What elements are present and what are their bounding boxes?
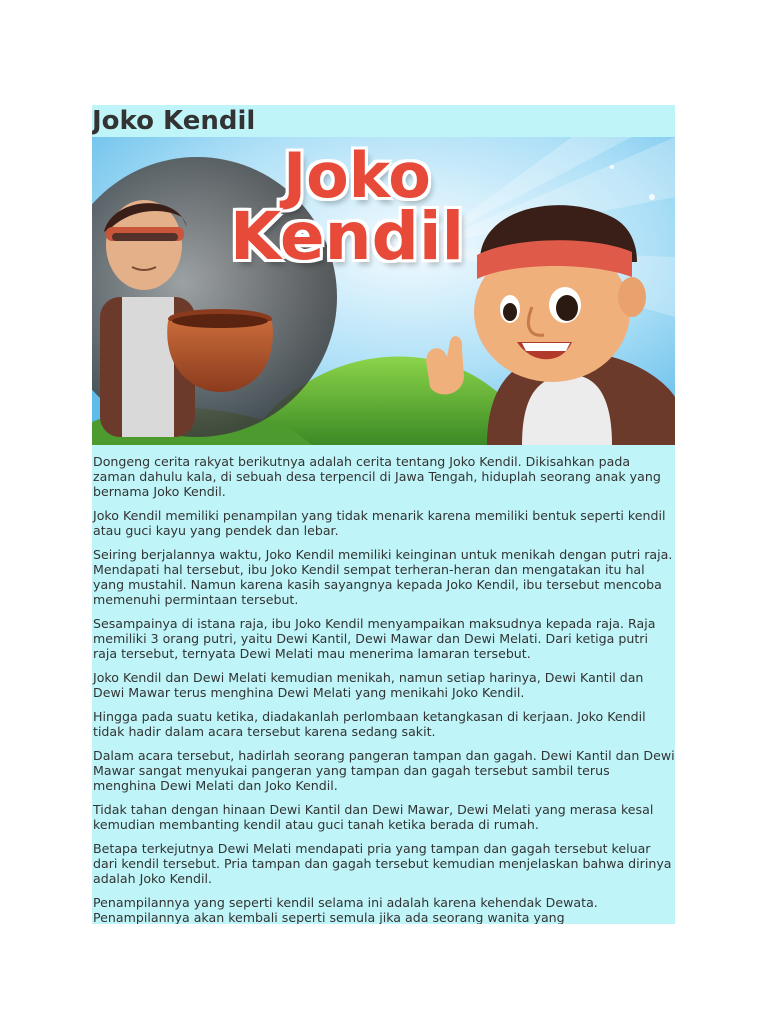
hero-title-word2: Kendil <box>229 197 465 275</box>
paragraph: Seiring berjalannya waktu, Joko Kendil memiliki keinginan untuk menikah dengan putri raja. Mendapati hal tersebut, ibu Joko Kendil sempat terheran-heran dan mengatakan itu hal yang mustahil. Namun karena kasih sayangnya kepada Joko Kendil, ibu tersebut mencoba memenuhi permintaan tersebut. <box>93 547 673 607</box>
story-body <box>92 445 675 924</box>
document-page <box>92 105 675 924</box>
paragraph: Hingga pada suatu ketika, diadakanlah perlombaan ketangkasan di kerjaan. Joko Kendil tidak hadir dalam acara tersebut karena sedang sakit. <box>93 709 646 739</box>
paragraph: Betapa terkejutnya Dewi Melati mendapati pria yang tampan dan gagah tersebut keluar dari kendil tersebut. Pria tampan dan gagah tersebut kemudian menjelaskan bahwa dirinya adalah Joko Kendil. <box>93 841 672 886</box>
hero-illustration <box>92 137 675 445</box>
paragraph: Dongeng cerita rakyat berikutnya adalah cerita tentang Joko Kendil. Dikisahkan pada zaman dahulu kala, di sebuah desa terpencil di Jawa Tengah, hiduplah seorang anak yang bernama Joko Kendil. <box>93 454 661 499</box>
paragraph: Sesampainya di istana raja, ibu Joko Kendil menyampaikan maksudnya kepada raja. Raja memiliki 3 orang putri, yaitu Dewi Kantil, Dewi Mawar dan Dewi Melati. Dari ketiga putri raja tersebut, ternyata Dewi Melati mau menerima lamaran tersebut. <box>93 616 656 661</box>
paragraph: Penampilannya yang seperti kendil selama ini adalah karena kehendak Dewata. Penampilannya akan kembali seperti semula jika ada seorang wanita yang <box>93 895 598 924</box>
paragraph: Joko Kendil dan Dewi Melati kemudian menikah, namun setiap harinya, Dewi Kantil dan Dewi Mawar terus menghina Dewi Melati yang menikahi Joko Kendil. <box>93 670 644 700</box>
paragraph: Dalam acara tersebut, hadirlah seorang pangeran tampan dan gagah. Dewi Kantil dan Dewi Mawar sangat menyukai pangeran yang tampan dan gagah tersebut sambil terus menghina Dewi Melati dan Joko Kendil. <box>93 748 675 793</box>
paragraph: Joko Kendil memiliki penampilan yang tidak menarik karena memiliki bentuk seperti kendil atau guci kayu yang pendek dan lebar. <box>93 508 666 538</box>
page-title: Joko Kendil <box>92 106 256 136</box>
hero-title <box>229 139 472 275</box>
paragraph: Tidak tahan dengan hinaan Dewi Kantil dan Dewi Mawar, Dewi Melati yang merasa kesal kemudian membanting kendil atau guci tanah ketika berada di rumah. <box>93 802 654 832</box>
hero-title-word1: Joko <box>283 139 431 212</box>
